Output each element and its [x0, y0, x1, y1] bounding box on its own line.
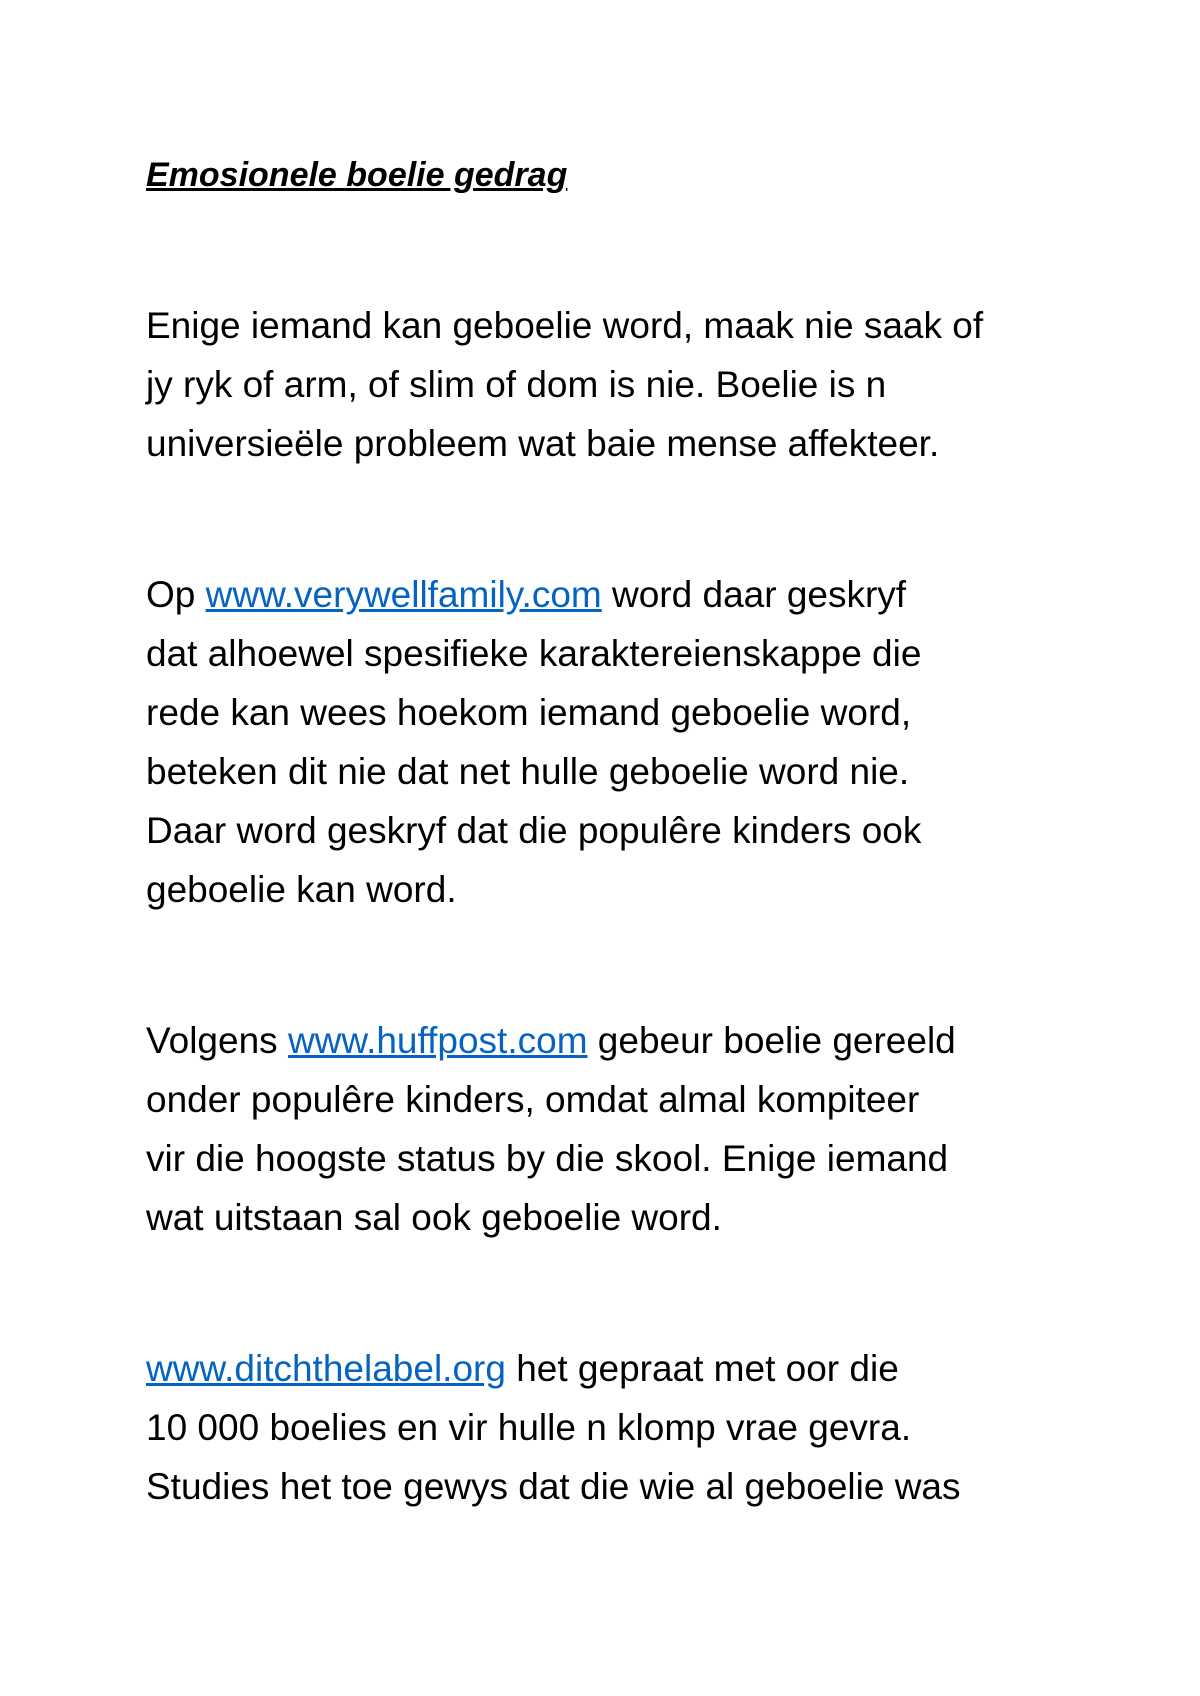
- line-text: onder populêre kinders, omdat almal kompiteer: [146, 1079, 920, 1120]
- text-line: [146, 355, 1086, 414]
- text-line: [146, 565, 1086, 624]
- text-line: [146, 1011, 1086, 1070]
- line-text: word daar geskryf: [601, 574, 907, 615]
- line-text: geboelie kan word.: [146, 869, 457, 910]
- text-line: [146, 414, 1086, 473]
- line-text: jy ryk of arm, of slim of dom is nie. Boelie is n: [146, 364, 887, 405]
- line-text: het gepraat met oor die: [505, 1348, 899, 1389]
- text-line: [146, 742, 1086, 801]
- line-text: gebeur boelie gereeld: [587, 1020, 956, 1061]
- line-text: Daar word geskryf dat die populêre kinders ook: [146, 810, 922, 851]
- paragraph-4: [146, 1339, 1086, 1516]
- paragraph-3: [146, 1011, 1086, 1247]
- paragraph-1: [146, 296, 1086, 473]
- text-line: [146, 1339, 1086, 1398]
- text-line: [146, 1129, 1086, 1188]
- paragraph-2: [146, 565, 1086, 919]
- text-line: [146, 624, 1086, 683]
- text-line: [146, 801, 1086, 860]
- text-line: [146, 1398, 1086, 1457]
- line-text: Volgens: [146, 1020, 288, 1061]
- link-verywellfamily[interactable]: www.verywellfamily.com: [205, 574, 602, 615]
- document-title: Emosionele boelie gedrag: [146, 156, 568, 194]
- text-line: [146, 1188, 1086, 1247]
- line-text: vir die hoogste status by die skool. Enige iemand: [146, 1138, 949, 1179]
- text-line: [146, 860, 1086, 919]
- line-text: 10 000 boelies en vir hulle n klomp vrae gevra.: [146, 1407, 912, 1448]
- line-text: wat uitstaan sal ook geboelie word.: [146, 1197, 722, 1238]
- text-line: [146, 1070, 1086, 1129]
- line-text: Enige iemand kan geboelie word, maak nie saak of: [146, 305, 984, 346]
- text-line: [146, 1457, 1086, 1516]
- line-text: universieële probleem wat baie mense affekteer.: [146, 423, 940, 464]
- line-text: beteken dit nie dat net hulle geboelie word nie.: [146, 751, 910, 792]
- document-body: [146, 146, 1086, 1608]
- text-line: [146, 296, 1086, 355]
- link-huffpost[interactable]: www.huffpost.com: [287, 1020, 588, 1061]
- line-text: dat alhoewel spesifieke karaktereienskappe die: [146, 633, 922, 674]
- text-line: [146, 683, 1086, 742]
- line-text: Studies het toe gewys dat die wie al geboelie was: [146, 1466, 961, 1507]
- link-ditchthelabel[interactable]: www.ditchthelabel.org: [146, 1348, 506, 1389]
- line-text: Op: [146, 574, 206, 615]
- line-text: rede kan wees hoekom iemand geboelie word,: [146, 692, 912, 733]
